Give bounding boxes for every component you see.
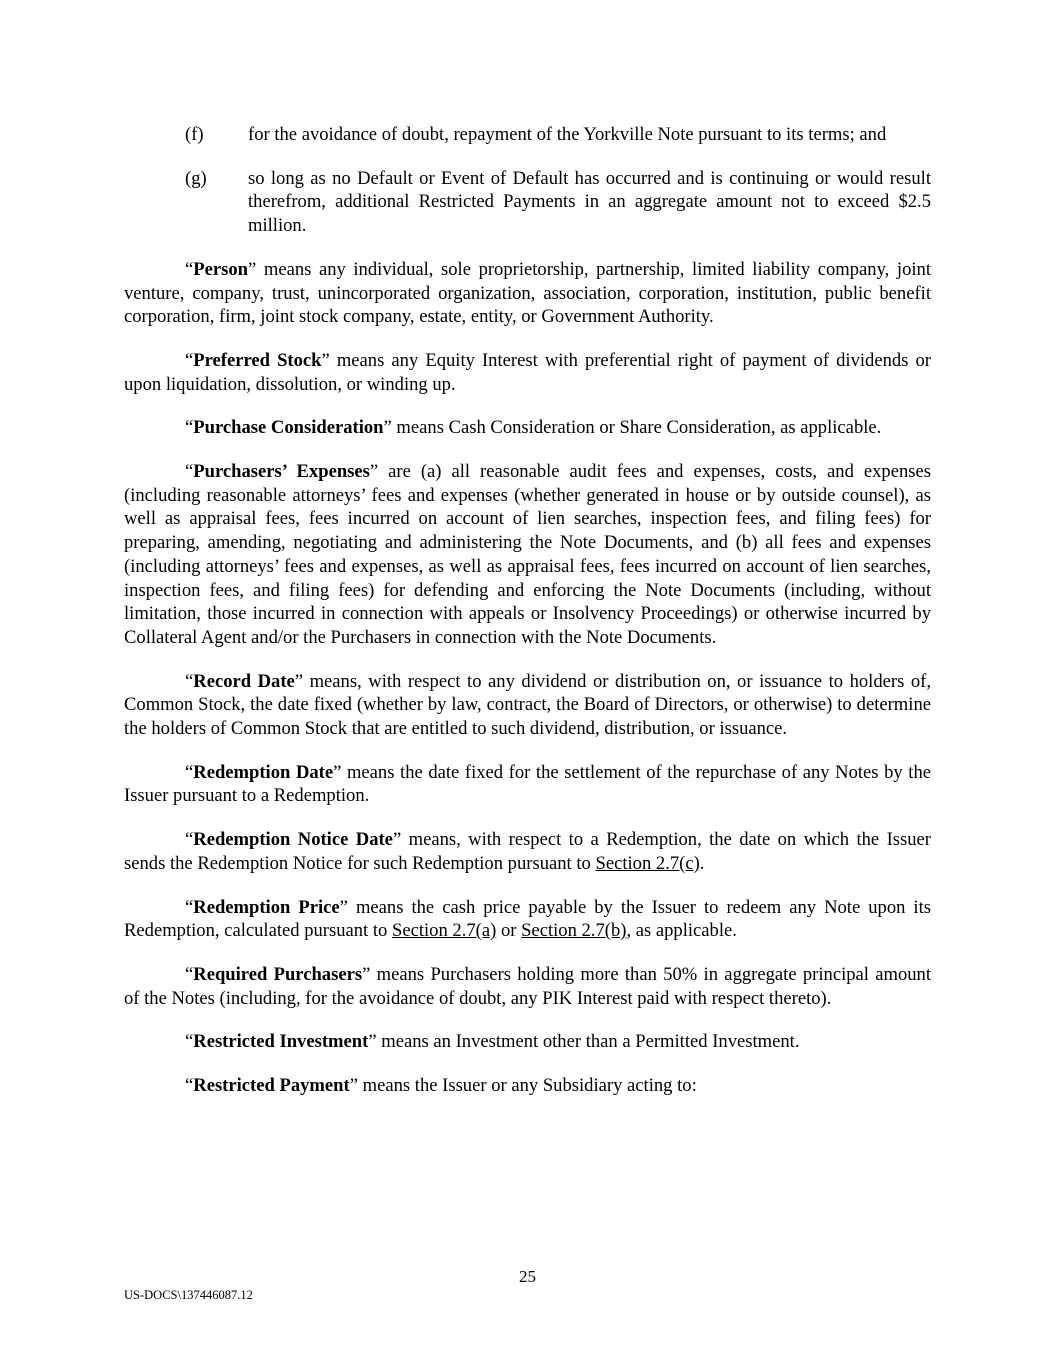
definition-text: means any individual, sole proprietorship, partnership, limited liability company, joint venture, company, trust, unincorporated organization, association, corporation, institution, public benefit corporation, firm, joint stock company, estate, entity, or Government Authority. bbox=[124, 258, 931, 328]
definition-redemption-date: “Redemption Date” means the date fixed for the settlement of the repurchase of any Notes by the Issuer pursuant to a Redemption. bbox=[124, 761, 932, 807]
page-body bbox=[124, 123, 931, 1098]
defined-term: Redemption Price bbox=[193, 896, 340, 918]
defined-term: Restricted Investment bbox=[193, 1031, 369, 1053]
definition-required-purchasers: “Required Purchasers” means Purchasers holding more than 50% in aggregate principal amount of the Notes (including, for the avoidance of doubt, any PIK Interest paid with respect thereto). bbox=[124, 963, 932, 1009]
list-item-g bbox=[185, 167, 931, 238]
definition-text: are (a) all reasonable audit fees and expenses, costs, and expenses (including reasonable attorneys’ fees and expenses (whether generated in house or by outside counsel), as well as appraisal fees, fees incurred on account of lien searches, inspection fees, and filing fees) for preparing, amending, negotiating and administering the Note Documents, and (b) all fees and expenses (including attorneys’ fees and expenses, as well as appraisal fees, fees incurred on account of lien searches, inspection fees, and filing fees) for defending and enforcing the Note Documents (including, without limitation, those incurred in connection with appeals or Insolvency Proceedings) or otherwise incurred by Collateral Agent and/or the Purchasers in connection with the Note Documents. bbox=[124, 461, 932, 648]
definition-restricted-investment: “Restricted Investment” means an Investment other than a Permitted Investment. bbox=[185, 1031, 800, 1053]
defined-term: Purchasers’ Expenses bbox=[193, 461, 370, 483]
defined-term: Restricted Payment bbox=[193, 1075, 350, 1097]
definition-text: or bbox=[496, 920, 522, 942]
definition-redemption-price: “Redemption Price” means the cash price payable by the Issuer to redeem any Note upon its Redemption, calculated pursuant to Section 2.7(a) or Section 2.7(b), as applicable. bbox=[124, 896, 931, 942]
list-item-text: so long as no Default or Event of Default has occurred and is continuing or would result therefrom, additional Restricted Payments in an aggregate amount not to exceed $2.5 million. bbox=[248, 167, 931, 237]
definition-text: , as applicable. bbox=[626, 920, 737, 942]
defined-term: Redemption Date bbox=[193, 761, 334, 783]
section-reference-link[interactable]: Section 2.7(b) bbox=[521, 920, 627, 942]
definition-text: means, with respect to a Redemption, the date on which the Issuer sends the Redemption Notice for such Redemption pursuant to bbox=[124, 829, 931, 874]
definition-text: means Purchasers holding more than 50% in aggregate principal amount of the Notes (including, for the avoidance of doubt, any PIK Interest paid with respect thereto). bbox=[124, 963, 932, 1009]
list-item-text: for the avoidance of doubt, repayment of the Yorkville Note pursuant to its terms; and bbox=[248, 124, 887, 145]
list-item-label: (f) bbox=[185, 124, 204, 145]
definition-text: means Cash Consideration or Share Consideration, as applicable. bbox=[391, 417, 882, 439]
defined-term: Preferred Stock bbox=[193, 349, 322, 371]
definition-text: means the date fixed for the settlement of the repurchase of any Notes by the Issuer pursuant to a Redemption. bbox=[124, 761, 932, 807]
definition-text: means, with respect to any dividend or distribution on, or issuance to holders of, Common Stock, the date fixed (whether by law, contract, the Board of Directors, or otherwise) to determine the holders of Common Stock that are entitled to such dividend, distribution, or issuance. bbox=[124, 670, 931, 740]
page-number: 25 bbox=[519, 1267, 536, 1286]
definition-person: “Person” means any individual, sole proprietorship, partnership, limited liability company, joint venture, company, trust, unincorporated organization, association, corporation, institution, public benefit corporation, firm, joint stock company, estate, entity, or Government Authority. bbox=[124, 258, 931, 328]
defined-term: Purchase Consideration bbox=[193, 417, 384, 439]
definition-restricted-payment: “Restricted Payment” means the Issuer or any Subsidiary acting to: bbox=[185, 1075, 697, 1097]
definition-text: . bbox=[699, 852, 705, 874]
definition-text: means any Equity Interest with preferential right of payment of dividends or upon liquidation, dissolution, or winding up. bbox=[124, 349, 931, 395]
defined-term: Redemption Notice Date bbox=[193, 829, 393, 851]
defined-term: Record Date bbox=[193, 670, 295, 692]
definition-redemption-notice-date: “Redemption Notice Date” means, with respect to a Redemption, the date on which the Issuer sends the Redemption Notice for such Redemption pursuant to Section 2.7(c). bbox=[124, 829, 931, 874]
definition-text: means the Issuer or any Subsidiary acting to: bbox=[357, 1075, 697, 1097]
definition-text: means an Investment other than a Permitted Investment. bbox=[376, 1031, 800, 1053]
definition-preferred-stock: “Preferred Stock” means any Equity Interest with preferential right of payment of dividends or upon liquidation, dissolution, or winding up. bbox=[124, 349, 931, 395]
defined-term: Person bbox=[193, 258, 249, 280]
list-item-label: (g) bbox=[185, 167, 207, 189]
definition-record-date: “Record Date” means, with respect to any dividend or distribution on, or issuance to holders of, Common Stock, the date fixed (whether by law, contract, the Board of Directors, or otherwise) to determine the holders of Common Stock that are entitled to such dividend, distribution, or issuance. bbox=[124, 670, 931, 740]
section-reference-link[interactable]: Section 2.7(a) bbox=[391, 920, 497, 942]
definition-purchasers-expenses: “Purchasers’ Expenses” are (a) all reasonable audit fees and expenses, costs, and expenses (including reasonable attorneys’ fees and expenses (whether generated in house or by outside counsel), as well as appraisal fees, fees incurred on account of lien searches, inspection fees, and filing fees) for preparing, amending, negotiating and administering the Note Documents, and (b) all fees and expenses (including attorneys’ fees and expenses, as well as appraisal fees, fees incurred on account of lien searches, inspection fees, and filing fees) for defending and enforcing the Note Documents (including, without limitation, those incurred in connection with appeals or Insolvency Proceedings) or otherwise incurred by Collateral Agent and/or the Purchasers in connection with the Note Documents. bbox=[124, 461, 932, 648]
definition-text: means the cash price payable by the Issuer to redeem any Note upon its Redemption, calculated pursuant to bbox=[124, 896, 931, 942]
list-item-f bbox=[185, 123, 931, 147]
defined-term: Required Purchasers bbox=[193, 963, 363, 985]
definition-purchase-consideration: “Purchase Consideration” means Cash Consideration or Share Consideration, as applicable. bbox=[185, 417, 882, 439]
document-id: US-DOCS\137446087.12 bbox=[124, 1288, 253, 1302]
section-reference-link[interactable]: Section 2.7(c) bbox=[595, 852, 700, 874]
